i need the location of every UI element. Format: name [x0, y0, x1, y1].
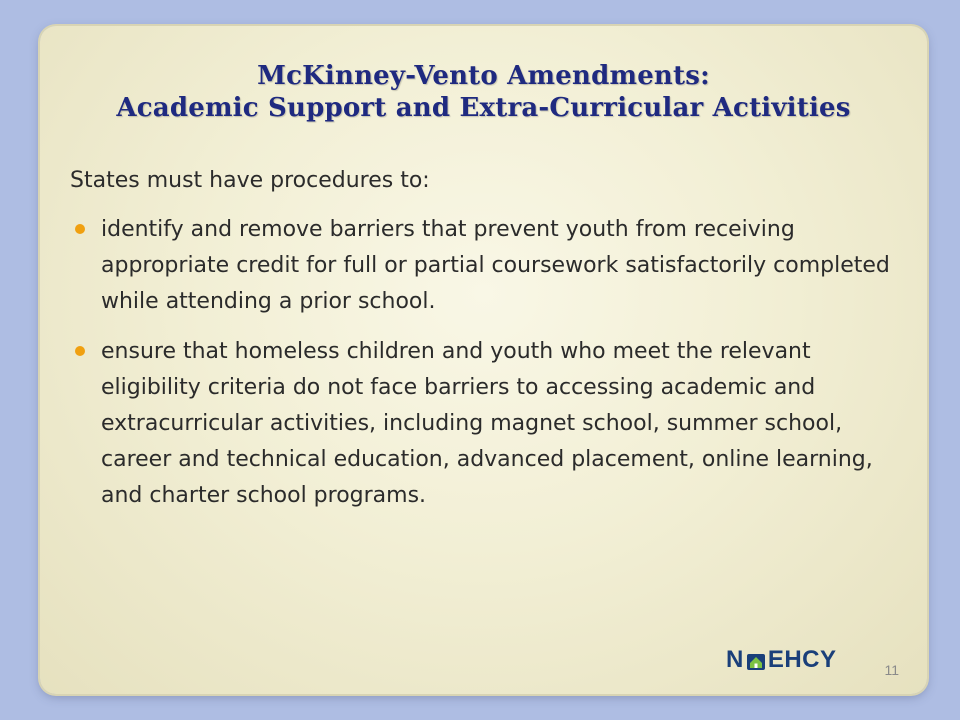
- logo-text-right: EHCY: [767, 646, 837, 673]
- bullet-text: identify and remove barriers that prevent youth from receiving appropriate credit for full or partial coursework satisfactorily completed while attending a prior school.: [101, 217, 890, 314]
- logo-text-left: N: [726, 646, 744, 673]
- nchey-logo: [726, 646, 837, 674]
- title-line-2: Academic Support and Extra-Curricular Activities: [116, 93, 851, 123]
- bullet-text: ensure that homeless children and youth who meet the relevant eligibility criteria do not face barriers to accessing academic and extracurricular activities, including magnet school, summer school, career and technical education, advanced placement, online learning, and charter school programs.: [101, 339, 873, 508]
- bullet-dot-icon: [75, 224, 85, 234]
- title-line-1: McKinney-Vento Amendments:: [257, 61, 710, 91]
- slide-panel: [40, 26, 927, 694]
- bullet-item: [70, 334, 900, 514]
- house-logo-icon: [746, 650, 766, 670]
- bullet-item: [70, 212, 900, 320]
- slide-body: [70, 166, 900, 528]
- slide-number: 11: [884, 662, 899, 678]
- intro-text: States must have procedures to:: [70, 168, 430, 193]
- slide-title: [40, 60, 927, 124]
- bullet-list: [70, 212, 900, 514]
- bullet-dot-icon: [75, 346, 85, 356]
